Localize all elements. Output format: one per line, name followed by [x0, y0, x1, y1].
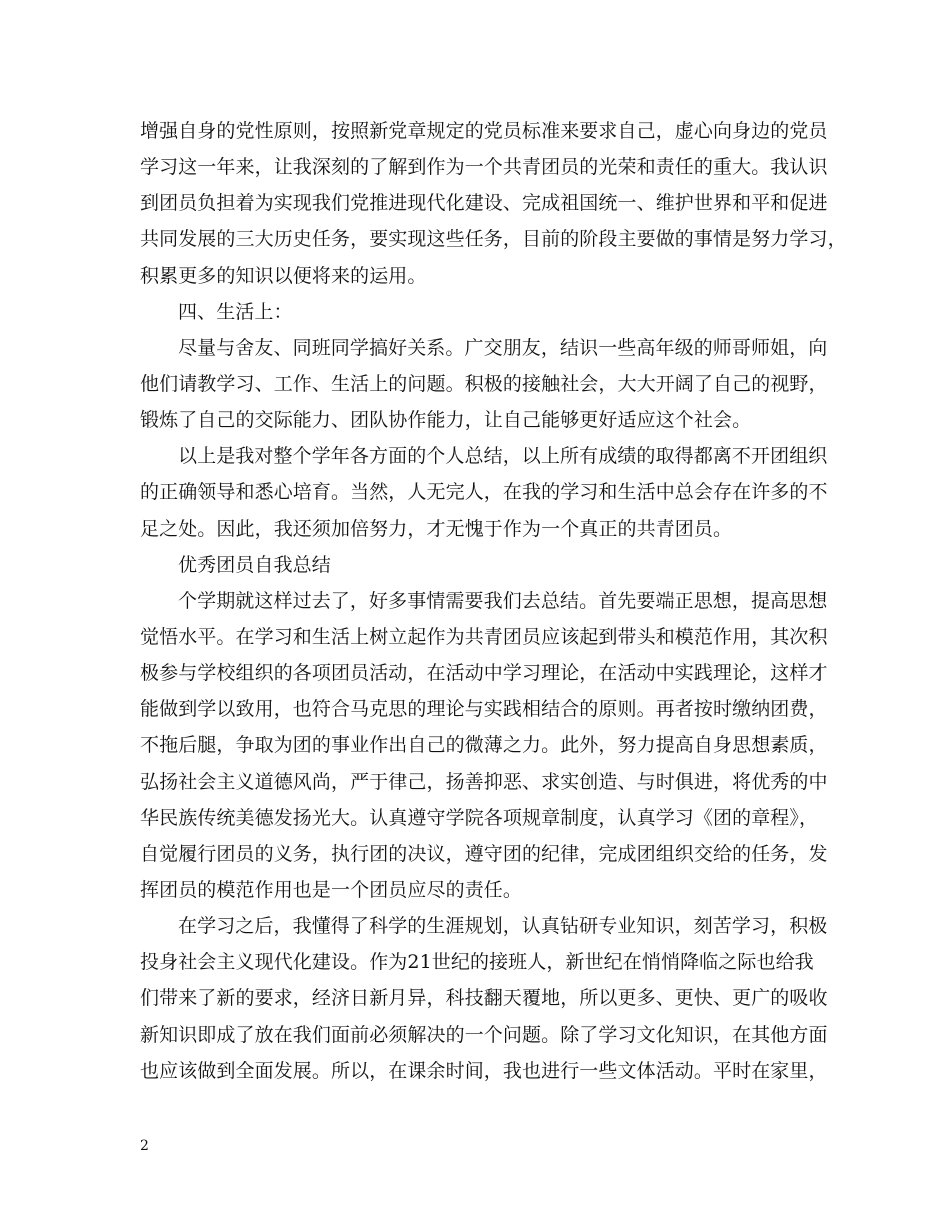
- text-line: 四、生活上：: [178, 300, 293, 323]
- text-line: 们带来了新的要求，经济日新月异，科技翻天覆地，所以更多、更快、更广的吸收: [140, 987, 828, 1010]
- text-line: 到团员负担着为实现我们党推进现代化建设、完成祖国统一、维护世界和平和促进: [140, 192, 828, 215]
- text-line: 在学习之后，我懂得了科学的生涯规划，认真钻研专业知识，刻苦学习，积极: [178, 915, 828, 938]
- text-line: 极参与学校组织的各项团员活动，在活动中学习理论，在活动中实践理论，这样才: [140, 662, 828, 685]
- text-line: 尽量与舍友、同班同学搞好关系。广交朋友，结识一些高年级的师哥师姐，向: [178, 336, 828, 359]
- text-line: 的正确领导和悉心培育。当然，人无完人，在我的学习和生活中总会存在许多的不: [140, 481, 828, 504]
- text-line: 能做到学以致用，也符合马克思的理论与实践相结合的原则。再者按时缴纳团费，: [140, 698, 828, 721]
- text-line: 弘扬社会主义道德风尚，严于律己，扬善抑恶、求实创造、与时俱进，将优秀的中: [140, 770, 828, 793]
- text-line: 自觉履行团员的义务，执行团的决议，遵守团的纪律，完成团组织交给的任务，发: [140, 842, 828, 865]
- text-line: 优秀团员自我总结: [178, 553, 331, 576]
- text-line: 积累更多的知识以便将来的运用。: [140, 264, 427, 287]
- text-line: 也应该做到全面发展。所以，在课余时间，我也进行一些文体活动。平时在家里，: [140, 1059, 828, 1082]
- page-number: 2: [140, 1138, 149, 1154]
- text-line: 挥团员的模范作用也是一个团员应尽的责任。: [140, 878, 523, 901]
- text-line: 共同发展的三大历史任务，要实现这些任务，目前的阶段主要做的事情是努力学习，: [140, 228, 847, 251]
- text-line: 个学期就这样过去了，好多事情需要我们去总结。首先要端正思想，提高思想: [178, 589, 828, 612]
- text-line: 以上是我对整个学年各方面的个人总结，以上所有成绩的取得都离不开团组织: [178, 445, 828, 468]
- text-line: 学习这一年来，让我深刻的了解到作为一个共青团员的光荣和责任的重大。我认识: [140, 156, 828, 179]
- text-line: 不拖后腿，争取为团的事业作出自己的微薄之力。此外，努力提高自身思想素质，: [140, 734, 828, 757]
- text-line: 足之处。因此，我还须加倍努力，才无愧于作为一个真正的共青团员。: [140, 517, 733, 540]
- text-line: 华民族传统美德发扬光大。认真遵守学院各项规章制度，认真学习《团的章程》，: [140, 806, 819, 829]
- text-line: 投身社会主义现代化建设。作为21世纪的接班人，新世纪在悄悄降临之际也给我: [140, 951, 814, 974]
- text-line: 他们请教学习、工作、生活上的问题。积极的接触社会，大大开阔了自己的视野，: [140, 372, 828, 395]
- text-line: 增强自身的党性原则，按照新党章规定的党员标准来要求自己，虚心向身边的党员: [140, 120, 828, 142]
- document-body: [140, 113, 847, 1089]
- text-line: 觉悟水平。在学习和生活上树立起作为共青团员应该起到带头和模范作用，其次积: [140, 625, 828, 648]
- text-line: 锻炼了自己的交际能力、团队协作能力，让自己能够更好适应这个社会。: [140, 409, 752, 432]
- text-line: 新知识即成了放在我们面前必须解决的一个问题。除了学习文化知识，在其他方面: [140, 1023, 828, 1046]
